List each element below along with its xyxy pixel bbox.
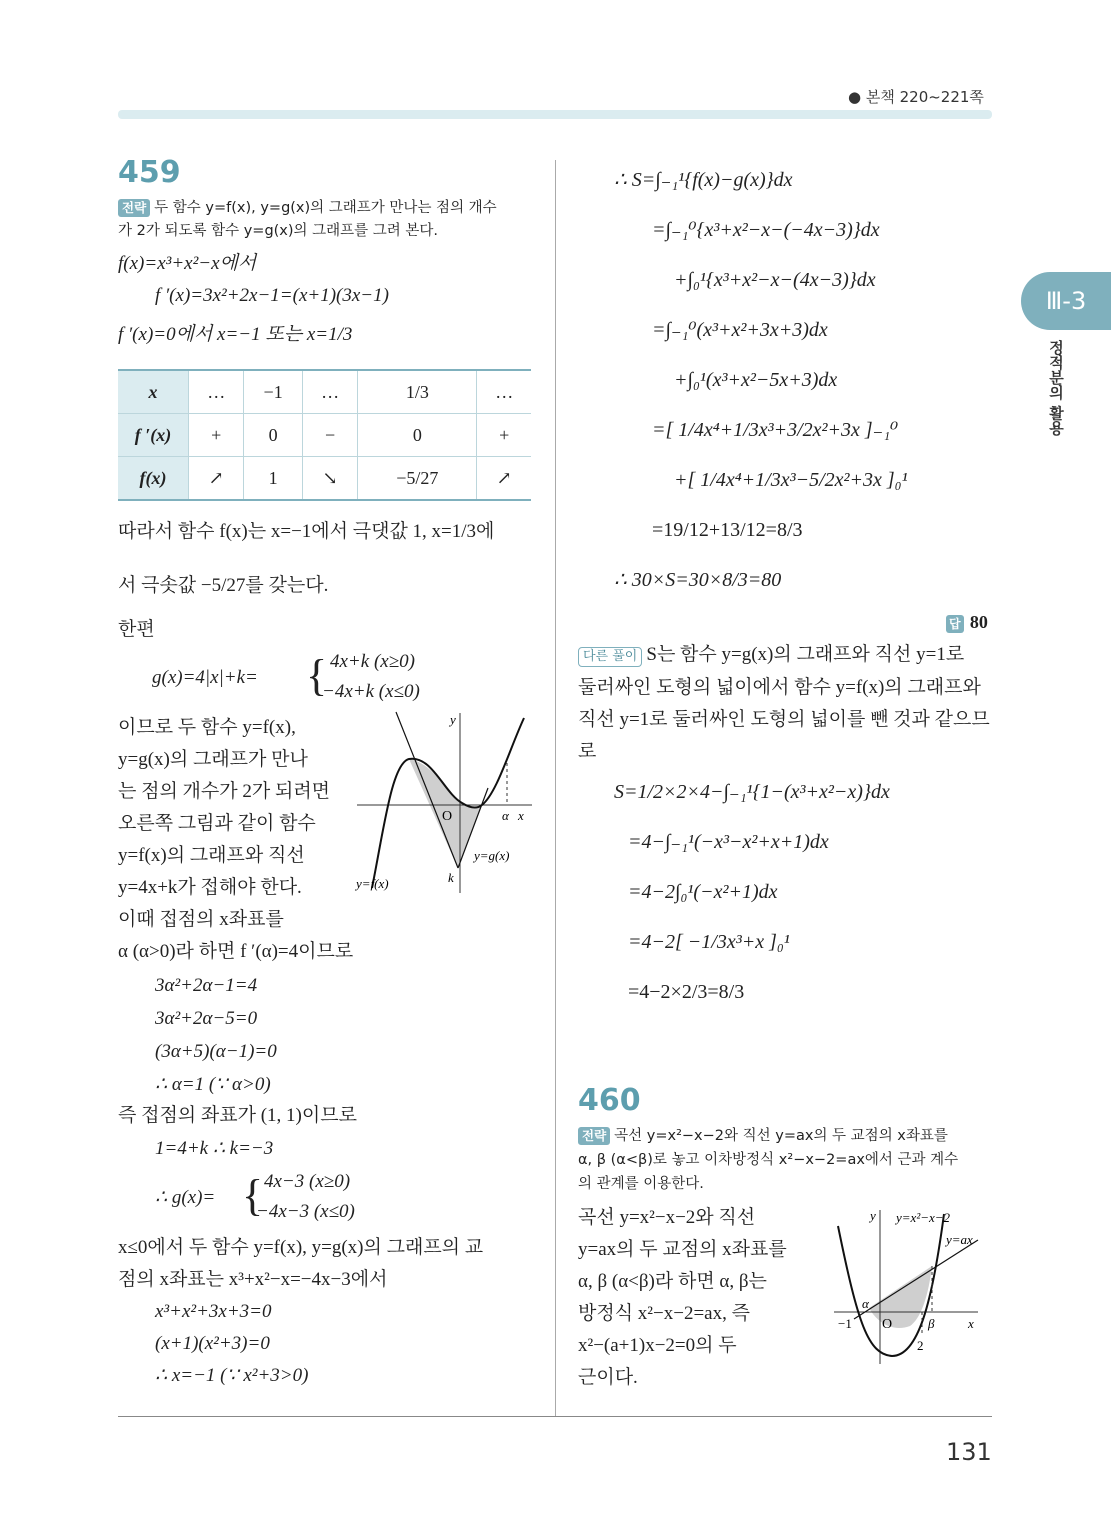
table-cell: 0 [358, 414, 477, 457]
bottom-rule [118, 1416, 992, 1417]
label-o-460: O [882, 1317, 893, 1332]
label-minus1: −1 [838, 1316, 852, 1331]
eq-459-7: x³+x²+3x+3=0 [155, 1301, 272, 1322]
graph-459 [352, 708, 538, 898]
alt-line-4: 로 [578, 741, 597, 762]
text-459-1: 이므로 두 함수 y=f(x), [118, 717, 296, 738]
line-meanwhile: 한편 [118, 619, 155, 640]
label-two: 2 [917, 1338, 924, 1353]
page-number: 131 [946, 1438, 992, 1466]
label-fx: y=f(x) [356, 876, 389, 891]
label-o: O [442, 809, 453, 824]
table-cell: 1/3 [358, 370, 477, 414]
eq-459-4: ∴ α=1 (∵ α>0) [155, 1074, 271, 1095]
table-cell: + [189, 414, 244, 457]
table-header: f ′(x) [118, 414, 189, 457]
brace: { [306, 651, 328, 700]
alt-eq-1: S=1/2×2×4−∫₋₁¹{1−(x³+x²−x)}dx [614, 781, 890, 803]
header-bar [118, 110, 992, 119]
brace-2: { [242, 1171, 264, 1220]
label-x-460: x [968, 1316, 974, 1331]
sol-5: +∫₀¹(x³+x²−5x+3)dx [674, 369, 838, 391]
table-cell: … [189, 370, 244, 414]
alt-eq-3: =4−2∫₀¹(−x²+1)dx [628, 881, 778, 903]
alt-eq-2: =4−∫₋₁¹(−x³−x²+x+1)dx [628, 831, 829, 853]
line-fx: f(x)=x³+x²−x에서 [118, 253, 257, 274]
text-459-4: 오른쪽 그림과 같이 함수 [118, 813, 316, 834]
eq-459-5: 1=4+k ∴ k=−3 [155, 1138, 274, 1159]
sol-3: +∫₀¹{x³+x²−x−(4x−3)}dx [674, 269, 876, 291]
table-cell: − [302, 414, 357, 457]
sol-4: =∫₋₁⁰(x³+x²+3x+3)dx [652, 319, 828, 341]
line-fprime: f ′(x)=3x²+2x−1=(x+1)(3x−1) [155, 285, 389, 306]
text-459-9: 즉 접점의 좌표가 (1, 1)이므로 [118, 1105, 357, 1126]
label-alpha-460: α [862, 1296, 869, 1311]
line-gx-case1: 4x+k (x≥0) [330, 651, 415, 672]
table-cell: −1 [244, 370, 302, 414]
alt-line-2: 둘러싸인 도형의 넓이에서 함수 y=f(x)의 그래프와 [578, 677, 981, 698]
chapter-tab: Ⅲ-3 [1021, 272, 1111, 330]
strategy-line-2: 가 2가 되도록 함수 y=g(x)의 그래프를 그려 본다. [118, 223, 439, 239]
alt-eq-5: =4−2×2/3=8/3 [628, 981, 745, 1003]
table-cell: + [477, 414, 531, 457]
eq-459-9: ∴ x=−1 (∵ x²+3>0) [155, 1365, 309, 1386]
sol-6: =[ 1/4x⁴+1/3x³+3/2x²+3x ]₋₁⁰ [652, 419, 899, 441]
alt-eq-4: =4−2[ −1/3x³+x ]₀¹ [628, 931, 790, 953]
sol-2: =∫₋₁⁰{x³+x²−x−(−4x−3)}dx [652, 219, 880, 241]
label-line: y=ax [946, 1232, 973, 1247]
table-cell: ↗ [477, 457, 531, 501]
table-cell: … [302, 370, 357, 414]
label-y-460: y [870, 1208, 876, 1223]
table-header: f(x) [118, 457, 189, 501]
text-460-2: y=ax의 두 교점의 x좌표를 [578, 1239, 787, 1260]
text-459-11: 점의 x좌표는 x³+x²−x=−4x−3에서 [118, 1269, 388, 1290]
eq-459-8: (x+1)(x²+3)=0 [155, 1333, 270, 1354]
problem-number-459: 459 [118, 155, 181, 190]
text-459-5: y=f(x)의 그래프와 직선 [118, 845, 305, 866]
text-459-7: 이때 접점의 x좌표를 [118, 909, 284, 930]
sol-7: +[ 1/4x⁴+1/3x³−5/2x²+3x ]₀¹ [674, 469, 908, 491]
table-cell: … [477, 370, 531, 414]
eq-459-1: 3α²+2α−1=4 [155, 975, 258, 996]
label-y: y [450, 712, 456, 727]
strategy-460-line-1 [578, 1126, 948, 1146]
answer-tag: 답 [946, 615, 964, 633]
strategy-tag-460: 전략 [578, 1127, 610, 1145]
text-459-6: y=4x+k가 접해야 한다. [118, 877, 302, 898]
strategy-460-text-1: 곡선 y=x²−x−2와 직선 y=ax의 두 교점의 x좌표를 [614, 1128, 948, 1144]
strategy-460-line-3: 의 관계를 이용한다. [578, 1176, 704, 1192]
line-fprime-zero: f ′(x)=0에서 x=−1 또는 x=1/3 [118, 324, 353, 345]
text-460-6: 근이다. [578, 1367, 638, 1388]
graph-460 [828, 1204, 994, 1368]
line-extrema-1: 따라서 함수 f(x)는 x=−1에서 극댓값 1, x=1/3에 [118, 521, 495, 542]
line-extrema-2: 서 극솟값 −5/27를 갖는다. [118, 575, 329, 596]
variation-table [118, 369, 531, 501]
text-460-5: x²−(a+1)x−2=0의 두 [578, 1335, 737, 1356]
table-cell: 1 [244, 457, 302, 501]
answer-value: 80 [969, 612, 988, 632]
eq-459-6-case1: 4x−3 (x≥0) [264, 1171, 351, 1192]
table-cell: ↘ [302, 457, 357, 501]
strategy-tag: 전략 [118, 199, 150, 217]
alt-text-1: S는 함수 y=g(x)의 그래프와 직선 y=1로 [646, 644, 965, 665]
alt-line-1 [578, 643, 964, 667]
text-459-10: x≤0에서 두 함수 y=f(x), y=g(x)의 그래프의 교 [118, 1237, 484, 1258]
table-header: x [118, 370, 189, 414]
text-459-8: α (α>0)라 하면 f ′(α)=4이므로 [118, 941, 354, 962]
eq-459-2: 3α²+2α−5=0 [155, 1008, 258, 1029]
sol-9: ∴ 30×S=30×8/3=80 [614, 569, 782, 591]
text-459-2: y=g(x)의 그래프가 만나 [118, 749, 308, 770]
column-divider [555, 160, 556, 1416]
table-row [118, 457, 531, 501]
sol-1: ∴ S=∫₋₁¹{f(x)−g(x)}dx [614, 169, 793, 191]
alt-line-3: 직선 y=1로 둘러싸인 도형의 넓이를 뺀 것과 같으므 [578, 709, 990, 730]
table-cell: 0 [244, 414, 302, 457]
alt-solution-tag: 다른 풀이 [578, 647, 642, 667]
label-curve: y=x²−x−2 [896, 1210, 951, 1225]
table-row [118, 414, 531, 457]
label-beta: β [928, 1316, 935, 1331]
table-cell: −5/27 [358, 457, 477, 501]
text-460-4: 방정식 x²−x−2=ax, 즉 [578, 1303, 750, 1324]
problem-number-460: 460 [578, 1083, 641, 1118]
strategy-460-line-2: α, β (α<β)로 놓고 이차방정식 x²−x−2=ax에서 근과 계수 [578, 1152, 959, 1168]
label-k: k [448, 870, 454, 885]
sol-8: =19/12+13/12=8/3 [652, 519, 803, 541]
eq-459-6: ∴ g(x)= [155, 1187, 216, 1208]
label-alpha: α [502, 808, 509, 823]
header-label: ● 본책 220~221쪽 [848, 88, 984, 106]
label-x: x [518, 808, 524, 823]
text-460-1: 곡선 y=x²−x−2와 직선 [578, 1207, 756, 1228]
strategy-text-1: 두 함수 y=f(x), y=g(x)의 그래프가 만나는 점의 개수 [154, 200, 497, 216]
answer-box [946, 612, 988, 633]
table-cell: ↗ [189, 457, 244, 501]
chapter-title: 정적분의 활용 [1047, 340, 1065, 436]
label-gx: y=g(x) [474, 848, 510, 863]
line-gx-case2: −4x+k (x≤0) [322, 681, 420, 702]
eq-459-3: (3α+5)(α−1)=0 [155, 1041, 277, 1062]
line-gx-def: g(x)=4|x|+k= [152, 667, 258, 688]
strategy-line-1 [118, 198, 497, 218]
eq-459-6-case2: −4x−3 (x≤0) [256, 1201, 355, 1222]
text-459-3: 는 점의 개수가 2가 되려면 [118, 781, 331, 802]
text-460-3: α, β (α<β)라 하면 α, β는 [578, 1271, 767, 1292]
table-row [118, 370, 531, 414]
